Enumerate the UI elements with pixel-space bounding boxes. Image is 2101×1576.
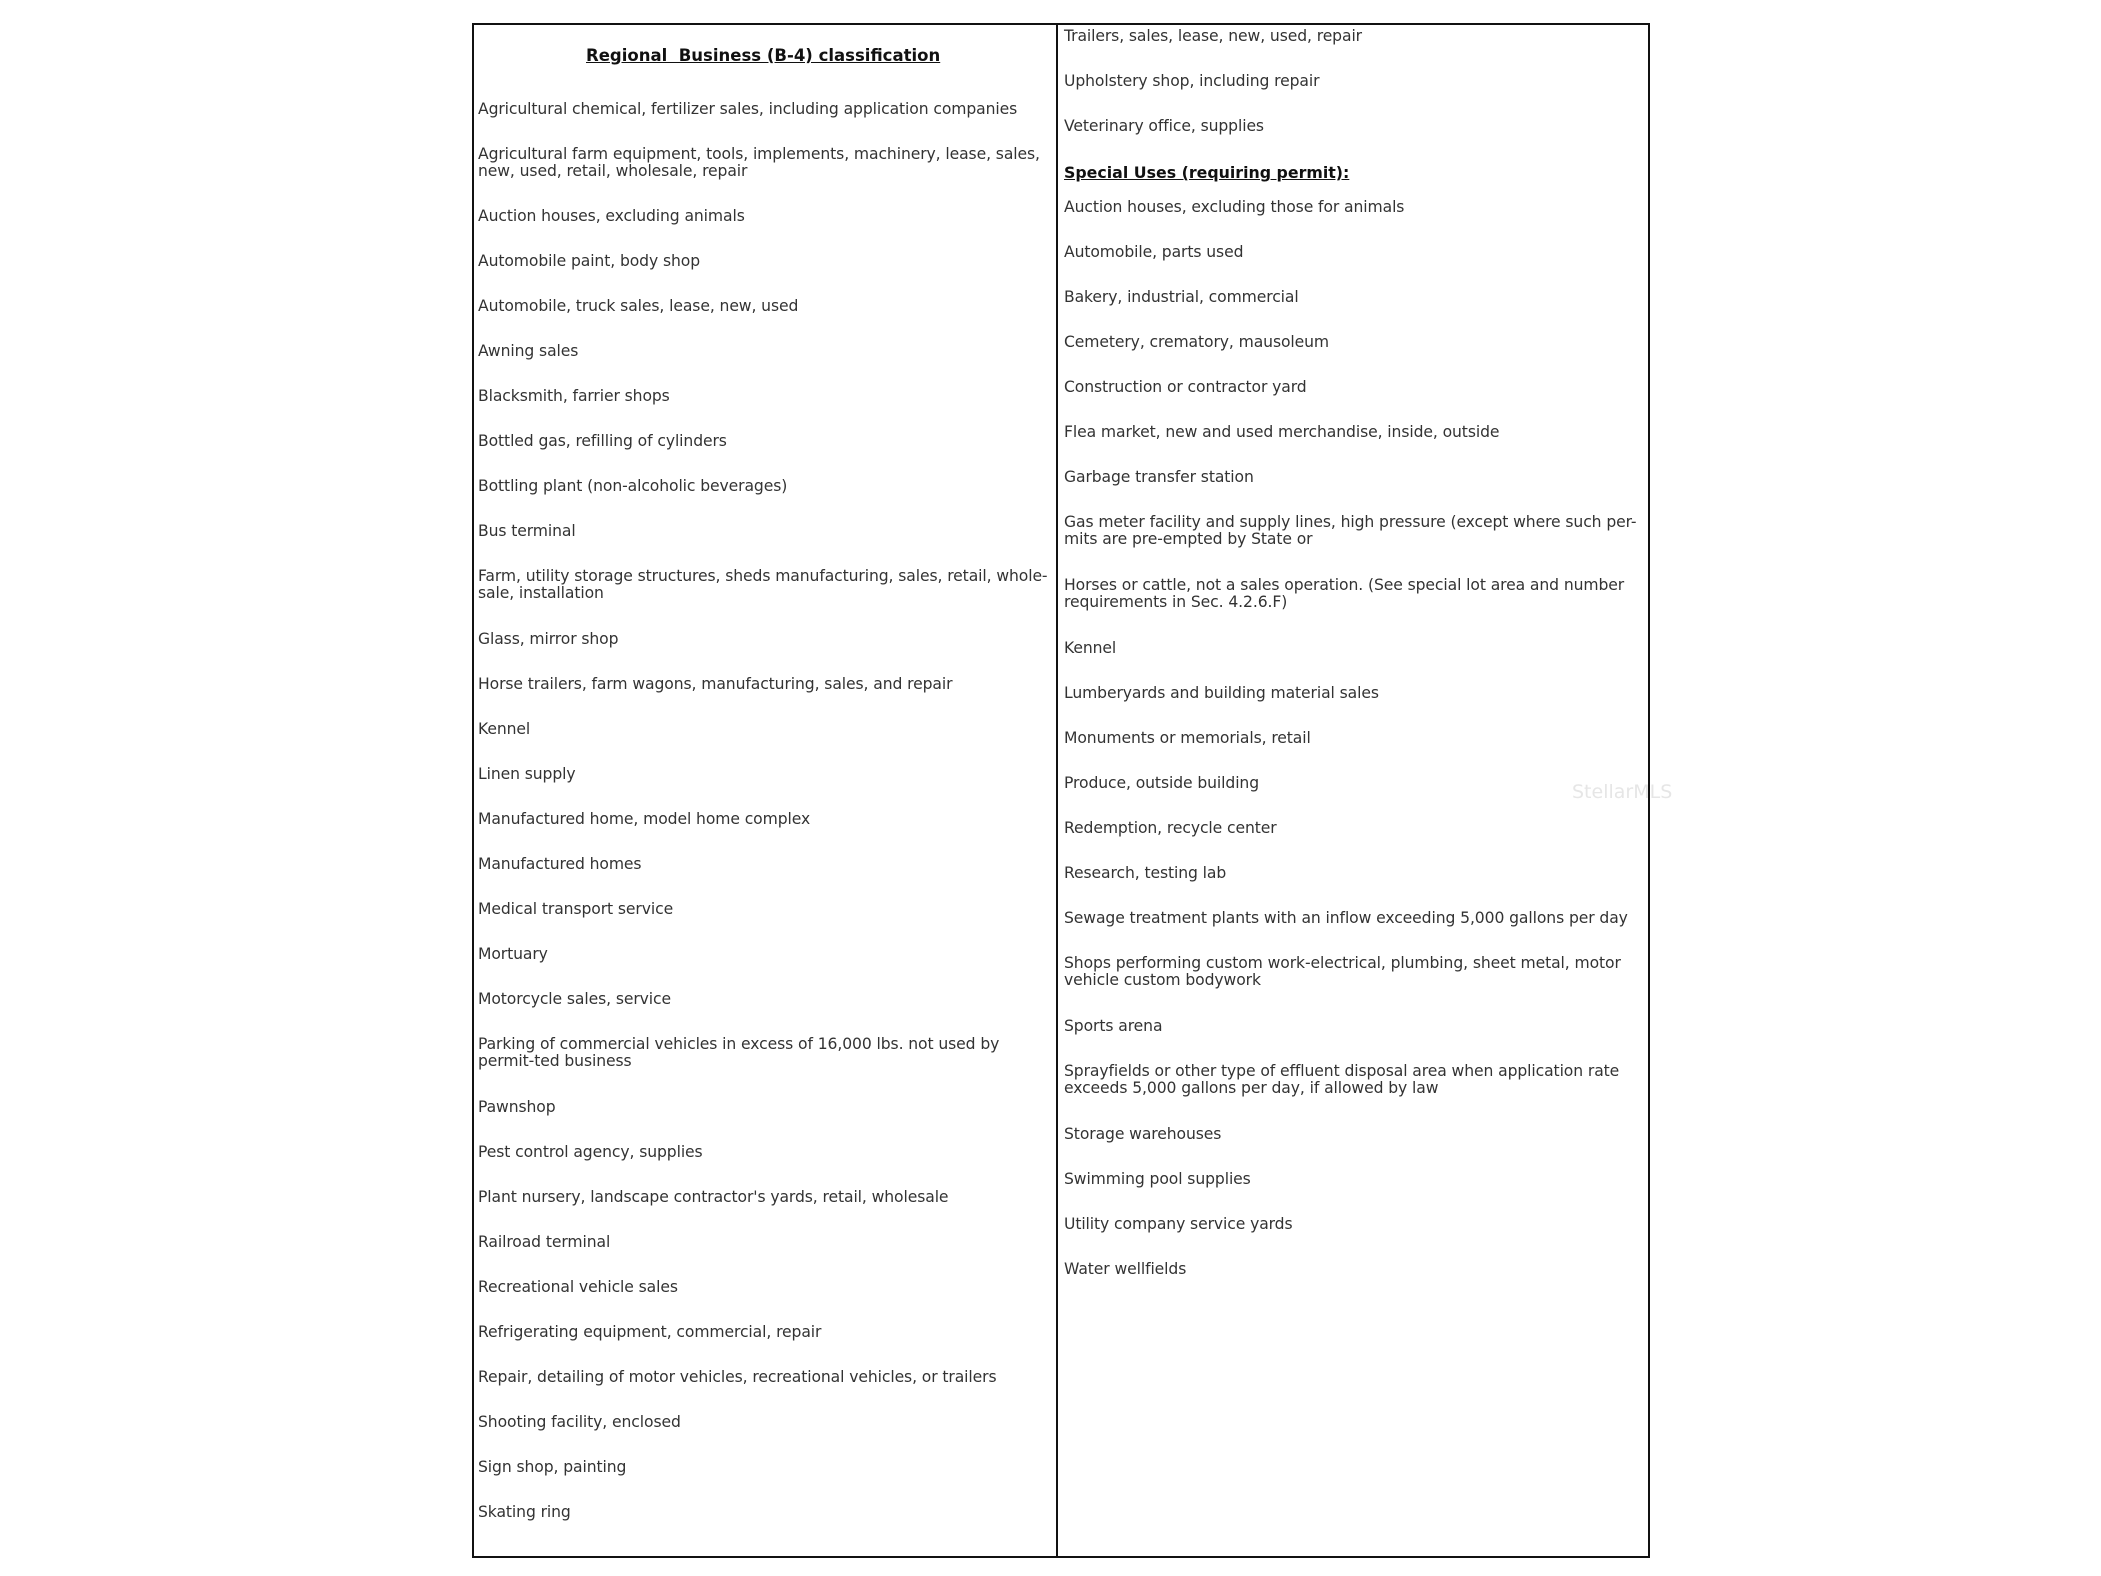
permitted-use-item: Motorcycle sales, service <box>478 990 671 1008</box>
permitted-use-item: Railroad terminal <box>478 1233 611 1251</box>
special-use-item: Horses or cattle, not a sales operation. (See special lot area and number requirements in Sec. 4.2.6.F) <box>1064 576 1625 611</box>
special-use-item: Garbage transfer station <box>1064 468 1254 486</box>
special-use-item: Kennel <box>1064 639 1117 657</box>
permitted-use-item: Bottling plant (non-alcoholic beverages) <box>478 477 788 495</box>
permitted-use-item: Kennel <box>478 720 531 738</box>
special-use-item: Water wellfields <box>1064 1260 1187 1278</box>
special-use-item: Shops performing custom work-electrical, plumbing, sheet metal, motor vehicle custom bodywork <box>1064 954 1621 989</box>
permitted-use-item: Shooting facility, enclosed <box>478 1413 681 1431</box>
permitted-use-item: Manufactured home, model home complex <box>478 810 811 828</box>
special-use-item: Produce, outside building <box>1064 774 1260 792</box>
permitted-use-item: Blacksmith, farrier shops <box>478 387 670 405</box>
special-use-item: Sprayfields or other type of effluent disposal area when application rate exceeds 5,000 gallons per day, if allowed by law <box>1064 1062 1620 1097</box>
permitted-use-item: Farm, utility storage structures, sheds manufacturing, sales, retail, whole-sale, installation <box>478 567 1048 602</box>
stellarmls-watermark: StellarMLS <box>1572 781 1673 803</box>
permitted-use-item: Linen supply <box>478 765 576 783</box>
special-use-item: Swimming pool supplies <box>1064 1170 1251 1188</box>
permitted-use-item: Bottled gas, refilling of cylinders <box>478 432 727 450</box>
permitted-use-item: Plant nursery, landscape contractor's yards, retail, wholesale <box>478 1188 949 1206</box>
permitted-use-item: Awning sales <box>478 342 579 360</box>
permitted-use-item: Pest control agency, supplies <box>478 1143 703 1161</box>
special-use-item: Auction houses, excluding those for animals <box>1064 198 1405 216</box>
special-use-item: Sports arena <box>1064 1017 1163 1035</box>
b4-classification-heading: Regional Business (B-4) classification <box>586 46 941 65</box>
permitted-use-item: Glass, mirror shop <box>478 630 619 648</box>
permitted-use-item: Pawnshop <box>478 1098 556 1116</box>
permitted-use-item: Agricultural farm equipment, tools, implements, machinery, lease, sales, new, used, retail, wholesale, repair <box>478 145 1040 180</box>
special-use-item: Cemetery, crematory, mausoleum <box>1064 333 1330 351</box>
special-use-item: Construction or contractor yard <box>1064 378 1307 396</box>
special-use-item: Sewage treatment plants with an inflow exceeding 5,000 gallons per day <box>1064 909 1628 927</box>
permitted-use-item: Automobile paint, body shop <box>478 252 701 270</box>
permitted-use-item: Medical transport service <box>478 900 674 918</box>
column-divider <box>1056 23 1058 1558</box>
permitted-use-item: Manufactured homes <box>478 855 642 873</box>
special-use-item: Flea market, new and used merchandise, inside, outside <box>1064 423 1500 441</box>
permitted-use-item: Automobile, truck sales, lease, new, used <box>478 297 799 315</box>
special-use-item: Lumberyards and building material sales <box>1064 684 1379 702</box>
special-use-item: Gas meter facility and supply lines, high pressure (except where such per-mits are pre-empted by State or <box>1064 513 1637 548</box>
special-uses-heading: Special Uses (requiring permit): <box>1064 163 1350 182</box>
special-use-item: Redemption, recycle center <box>1064 819 1277 837</box>
permitted-use-item: Veterinary office, supplies <box>1064 117 1264 135</box>
permitted-use-item: Recreational vehicle sales <box>478 1278 678 1296</box>
special-use-item: Research, testing lab <box>1064 864 1227 882</box>
permitted-use-item: Auction houses, excluding animals <box>478 207 745 225</box>
permitted-use-item: Mortuary <box>478 945 548 963</box>
special-use-item: Utility company service yards <box>1064 1215 1293 1233</box>
permitted-use-item: Bus terminal <box>478 522 576 540</box>
permitted-use-item: Skating ring <box>478 1503 571 1521</box>
special-use-item: Monuments or memorials, retail <box>1064 729 1311 747</box>
permitted-use-item: Parking of commercial vehicles in excess of 16,000 lbs. not used by permit-ted business <box>478 1035 1000 1070</box>
special-use-item: Storage warehouses <box>1064 1125 1222 1143</box>
permitted-use-item: Upholstery shop, including repair <box>1064 72 1320 90</box>
permitted-use-item: Agricultural chemical, fertilizer sales, including application companies <box>478 100 1018 118</box>
special-use-item: Automobile, parts used <box>1064 243 1244 261</box>
permitted-use-item: Trailers, sales, lease, new, used, repair <box>1064 27 1362 45</box>
permitted-use-item: Horse trailers, farm wagons, manufacturing, sales, and repair <box>478 675 953 693</box>
special-use-item: Bakery, industrial, commercial <box>1064 288 1299 306</box>
permitted-use-item: Repair, detailing of motor vehicles, recreational vehicles, or trailers <box>478 1368 997 1386</box>
permitted-use-item: Sign shop, painting <box>478 1458 627 1476</box>
permitted-use-item: Refrigerating equipment, commercial, repair <box>478 1323 822 1341</box>
